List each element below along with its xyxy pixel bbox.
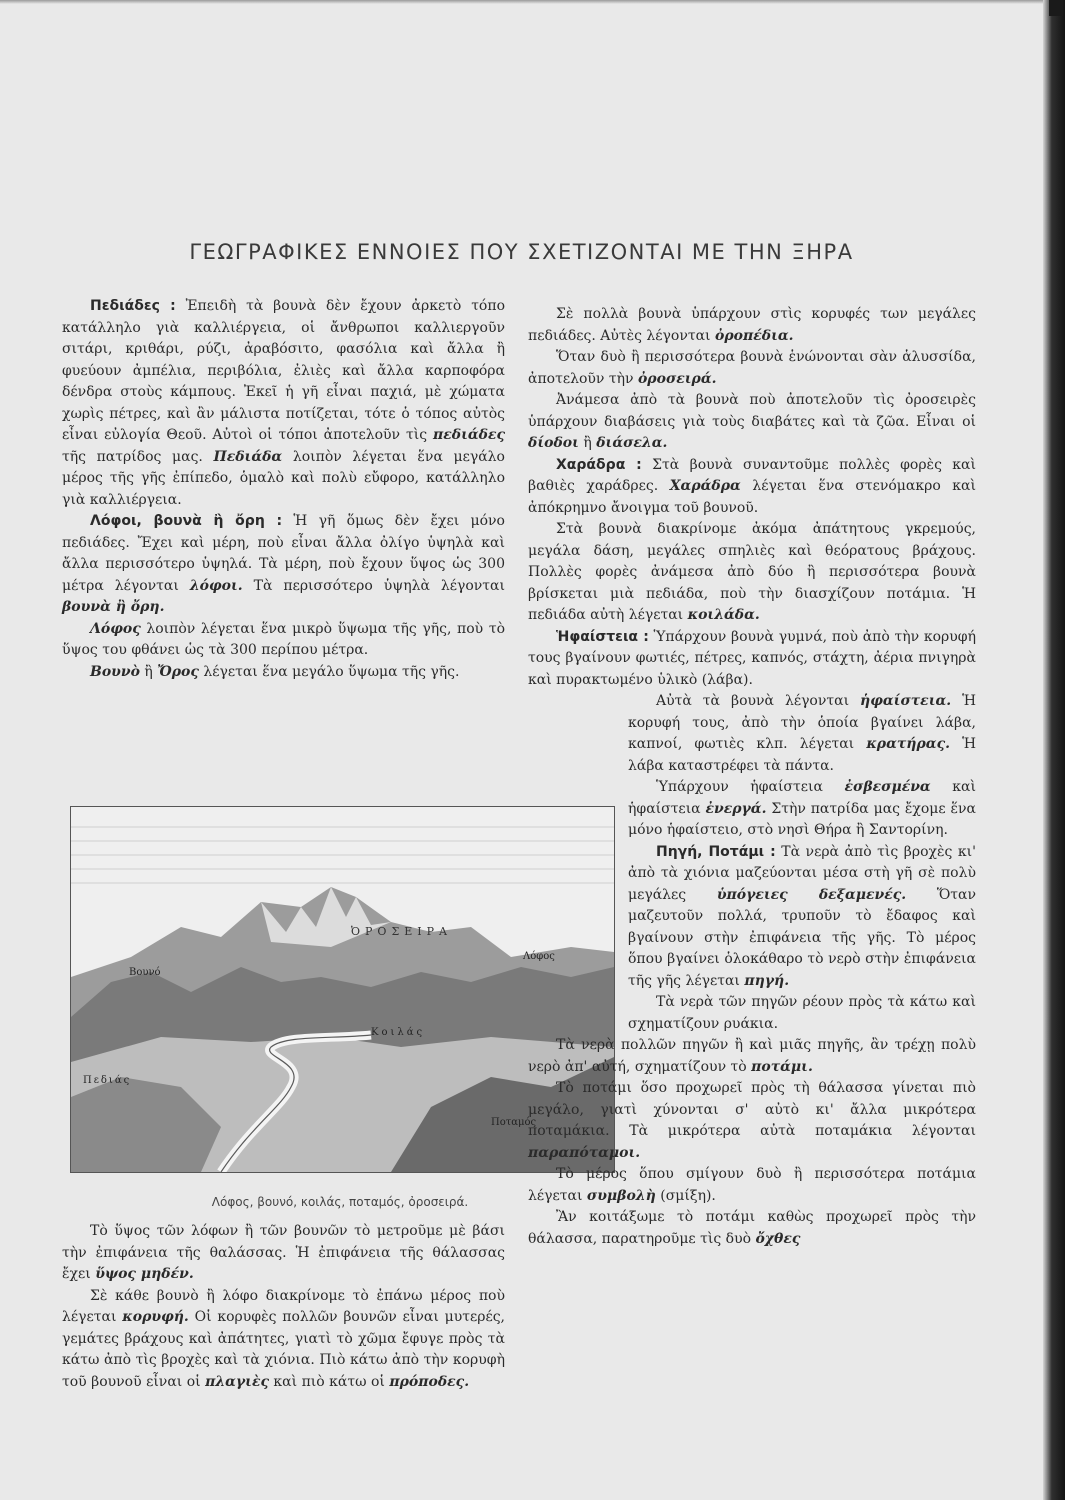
paragraph-symvoli: Τὸ μέρος ὅπου σμίγουν δυὸ ἢ περισσότερα ποτάμια λέγεται συμβολὴ (σμίξη).: [528, 1166, 976, 1204]
label-potamos: Ποταμός: [491, 1117, 537, 1128]
scan-corner-mark: [1049, 0, 1063, 16]
scan-binding-edge: [1043, 0, 1065, 1500]
left-column-bottom: [62, 1221, 505, 1393]
scan-top-edge: [0, 0, 1065, 4]
term-pigi: Πηγή, Ποτάμι :: [656, 843, 776, 860]
paragraph-ochthes: Ἂν κοιτάξωμε τὸ ποτάμι καθὼς προχωρεῖ πρὸς τὴν θάλασσα, παρατηροῦμε τὶς δυὸ ὄχθες: [528, 1209, 976, 1247]
paragraph-esvesmena: Ὑπάρχουν ἡφαίστεια ἐσβεσμένα καὶ ἡφαίστεια ἐνεργά. Στὴν πατρίδα μας ἔχομε ἕνα μόνο ἡφαίστειο, στὸ νησὶ Θήρα ἢ Σαντορίνη.: [628, 779, 976, 838]
term-pediades: Πεδιάδες :: [90, 298, 176, 314]
term-ifaisteia: Ἡφαίστεια :: [556, 628, 649, 645]
label-mountain-range: ὈΡΟΣΕΙΡΑ: [351, 925, 452, 938]
text-wrap-beside-figure: [628, 691, 976, 1035]
paragraph-dioodoi: Ἀνάμεσα ἀπὸ τὰ βουνὰ ποὺ ἀποτελοῦν τὶς ὀροσειρὲς ὑπάρχουν διαβάσεις γιὰ τοὺς διαβάτες καὶ τὰ ζῶα. Εἶναι οἱ δίοδοι ἢ διάσελα.: [528, 392, 976, 451]
paragraph-potami: Τὰ νερὰ πολλῶν πηγῶν ἢ καὶ μιᾶς πηγῆς, ἂν τρέχῃ πολὺ νερὸ ἀπ' αὐτή, σχηματίζουν τὸ ποτάμι.: [528, 1037, 976, 1075]
label-koilas: Κοιλάς: [371, 1027, 426, 1038]
paragraph-ifaisteia: Ἡφαίστεια : Ὑπάρχουν βουνὰ γυμνά, ποὺ ἀπὸ τὴν κορυφή τους βγαίνουν φωτιές, πέτρες, καπνός, στάχτη, ἀέρια πνιγηρὰ καὶ πυρακτωμένο ὑλικὸ (λάβα).: [528, 628, 976, 688]
paragraph-pigi: Πηγή, Ποτάμι : Τὰ νερὰ ἀπὸ τὶς βροχὲς κι' ἀπὸ τὰ χιόνια μαζεύονται μέσα στὴ γῆ σὲ πολὺ μεγάλες ὑπόγειες δεξαμενές. Ὅταν μαζευτοῦν πολλά, τρυποῦν τὸ ἔδαφος καὶ βγαίνουν στὴν ἐπιφάνεια τῆς γῆς. Τὸ μέρος ὅπου βγαίνει ὁλοκάθαρο τὸ νερὸ στὴν ἐπιφάνεια τῆς γῆς λέγεται πηγή.: [628, 843, 977, 989]
label-lofos: Λόφος: [523, 951, 555, 962]
paragraph-oropedia: Σὲ πολλὰ βουνὰ ὑπάρχουν στὶς κορυφές των μεγάλες πεδιάδες. Αὐτὲς λέγονται ὀροπέδια.: [528, 306, 976, 344]
paragraph-lofos: Λόφος λοιπὸν λέγεται ἕνα μικρὸ ὕψωμα τῆς γῆς, ποὺ τὸ ὕψος του φθάνει ὡς τὰ 300 περίπου μέτρα.: [62, 620, 505, 658]
term-lofoi: Λόφοι, βουνὰ ἢ ὄρη :: [90, 513, 283, 529]
right-column: [528, 304, 976, 1250]
left-column-top: [62, 296, 505, 683]
label-vouno: Βουνό: [129, 967, 161, 978]
paragraph-oroseira: Ὅταν δυὸ ἢ περισσότερα βουνὰ ἑνώνονται σὰν ἁλυσσίδα, ἀποτελοῦν τὴν ὀροσειρά.: [528, 349, 976, 387]
paragraph-ypsos: Τὸ ὕψος τῶν λόφων ἢ τῶν βουνῶν τὸ μετροῦμε μὲ βάσι τὴν ἐπιφάνεια τῆς θαλάσσας. Ἡ ἐπιφάνεια τῆς θάλασσας ἔχει ὕψος μηδέν.: [62, 1223, 505, 1282]
page-title: ΓΕΩΓΡΑΦΙΚΕΣ ΕΝΝΟΙΕΣ ΠΟΥ ΣΧΕΤΙΖΟΝΤΑΙ ΜΕ ΤΗΝ ΞΗΡΑ: [189, 240, 854, 264]
paragraph-vouno: Βουνὸ ἢ Ὄρος λέγεται ἕνα μεγάλο ὕψωμα τῆς γῆς.: [90, 663, 460, 680]
paragraph-pediades: Πεδιάδες : Ἐπειδὴ τὰ βουνὰ δὲν ἔχουν ἀρκετὸ τόπο κατάλληλο γιὰ καλλιέργεια, οἱ ἄνθρωποι καλλιεργοῦν σιτάρι, κριθάρι, ρύζι, ἀραβόσιτο, φασόλια καὶ ἄλλα ἢ φυεύουν ἀμπέλια, περιβόλια, ἐλιὲς καὶ ἄλλα καρποφόρα δένδρα στοὺς κάμπους. Ἐκεῖ ἡ γῆ εἶναι παχιά, μὲ χώματα χωρὶς πέτρες, καὶ ἂν μάλιστα ποτίζεται, τότε ὁ τόπος αὐτὸς εἶναι εὐλογία Θεοῦ. Αὐτοὶ οἱ τόποι ἀποτελοῦν τὶς πεδιάδες τῆς πατρίδος μας. Πεδιάδα λοιπὸν λέγεται ἕνα μεγάλο μέρος τῆς γῆς ἐπίπεδο, ὁμαλὸ καὶ πολὺ εὔφορο, κατάλληλο γιὰ καλλιέργεια.: [62, 298, 505, 508]
term-charadra: Χαράδρα :: [556, 456, 642, 473]
paragraph-charadra: Χαράδρα : Στὰ βουνὰ συναντοῦμε πολλὲς φορὲς καὶ βαθιὲς χαράδρες. Χαράδρα λέγεται ἕνα στενόμακρο καὶ ἀπόκρημνο ἄνοιγμα τοῦ βουνοῦ.: [528, 456, 976, 516]
paragraph-lofoi: Λόφοι, βουνὰ ἢ ὄρη : Ἡ γῆ ὅμως δὲν ἔχει μόνο πεδιάδες. Ἔχει καὶ μέρη, ποὺ εἶναι ἄλλα ὀλίγο ὑψηλὰ καὶ ἄλλα περισσότερο ὑψηλά. Τὰ μέρη, ποὺ ἔχουν ὕψος ὡς 300 μέτρα λέγονται λόφοι. Τὰ περισσότερο ὑψηλὰ λέγονται βουνὰ ἢ ὄρη.: [62, 513, 505, 615]
label-pediada: Πεδιάς: [83, 1075, 132, 1086]
figure-caption: Λόφος, βουνό, κοιλάς, ποταμός, ὀροσειρά.: [211, 1195, 469, 1209]
paragraph-koryfi: Σὲ κάθε βουνὸ ἢ λόφο διακρίνομε τὸ ἐπάνω μέρος ποὺ λέγεται κορυφή. Οἱ κορυφὲς πολλῶν βουνῶν εἶναι μυτερές, γεμάτες βράχους καὶ ἀπάτητες, γιατὶ τὸ χῶμα ἔφυγε πρὸς τὰ κάτω ἀπὸ τὶς βροχὲς καὶ τὰ χιόνια. Πιὸ κάτω ἀπὸ τὴν κορυφὴ τοῦ βουνοῦ εἶναι οἱ πλαγιὲς καὶ πιὸ κάτω οἱ πρόποδες.: [62, 1287, 505, 1390]
paragraph-kratiras: Αὐτὰ τὰ βουνὰ λέγονται ἡφαίστεια. Ἡ κορυφή τους, ἀπὸ τὴν ὁποία βγαίνει λάβα, καπνοί, φωτιὲς κλπ. λέγεται κρατήρας. Ἡ λάβα καταστρέφει τὰ πάντα.: [628, 693, 977, 774]
paragraph-koilada: Στὰ βουνὰ διακρίνομε ἀκόμα ἀπάτητους γκρεμούς, μεγάλα δάση, μεγάλες σπηλιὲς καὶ θεόρατους βράχους. Πολλὲς φορὲς ἀνάμεσα ἀπὸ δύο ἢ περισσότερα βουνὰ βρίσκεται μιὰ πεδιάδα, ποὺ τὴν διασχίζουν ποτάμια. Ἡ πεδιάδα αὐτὴ λέγεται κοιλάδα.: [528, 521, 976, 623]
paragraph-ryakia: Τὰ νερὰ τῶν πηγῶν ρέουν πρὸς τὰ κάτω καὶ σχηματίζουν ρυάκια.: [628, 994, 976, 1032]
paragraph-parapotamoi: Τὸ ποτάμι ὅσο προχωρεῖ πρὸς τὴ θάλασσα γίνεται πιὸ μεγάλο, γιατὶ χύνονται σ' αὐτὸ κι' ἄλλα μικρότερα ποταμάκια. Τὰ μικρότερα αὐτὰ ποταμάκια λέγονται παραπόταμοι.: [528, 1080, 976, 1161]
